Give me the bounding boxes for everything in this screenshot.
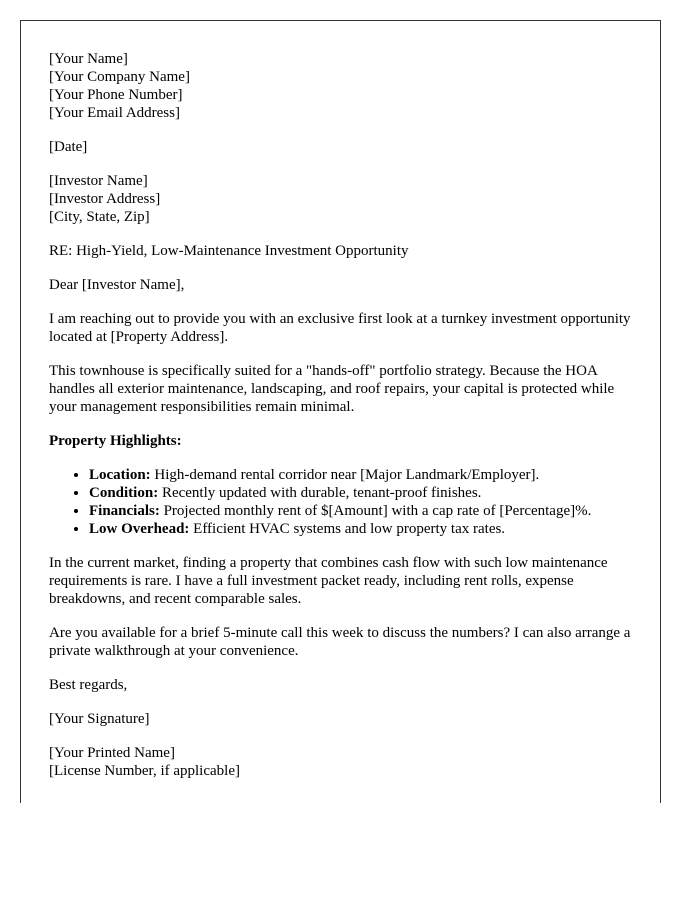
market-paragraph: In the current market, finding a property that combines cash flow with such low maintenance requirements is rare. I have a full investment packet ready, including rent rolls, expense breakdowns, and recent comparable sales. bbox=[49, 555, 608, 607]
list-item bbox=[89, 484, 632, 502]
item-label: Low Overhead: bbox=[89, 521, 190, 537]
recipient-city: [City, State, Zip] bbox=[49, 209, 150, 225]
date: [Date] bbox=[49, 139, 88, 155]
item-label: Location: bbox=[89, 467, 151, 483]
letter-page bbox=[20, 20, 661, 803]
recipient-block bbox=[49, 172, 632, 226]
list-item bbox=[89, 502, 632, 520]
highlights-list bbox=[49, 466, 632, 538]
recipient-name: [Investor Name] bbox=[49, 173, 148, 189]
salutation: Dear [Investor Name], bbox=[49, 277, 185, 293]
intro-paragraph: I am reaching out to provide you with an exclusive first look at a turnkey investment opportunity located at [Property Address]. bbox=[49, 311, 631, 345]
call-to-action-paragraph: Are you available for a brief 5-minute call this week to discuss the numbers? I can also arrange a private walkthrough at your convenience. bbox=[49, 625, 631, 659]
subject-line: RE: High-Yield, Low-Maintenance Investment Opportunity bbox=[49, 243, 409, 259]
signoff: Best regards, bbox=[49, 677, 128, 693]
item-label: Financials: bbox=[89, 503, 160, 519]
list-item bbox=[89, 466, 632, 484]
item-label: Condition: bbox=[89, 485, 159, 501]
letter-body bbox=[21, 21, 660, 780]
sender-phone: [Your Phone Number] bbox=[49, 87, 183, 103]
recipient-address: [Investor Address] bbox=[49, 191, 161, 207]
sender-name: [Your Name] bbox=[49, 51, 128, 67]
item-text: Projected monthly rent of $[Amount] with a cap rate of [Percentage]%. bbox=[159, 503, 592, 519]
item-text: Recently updated with durable, tenant-proof finishes. bbox=[158, 485, 482, 501]
sender-block bbox=[49, 50, 632, 122]
list-item bbox=[89, 520, 632, 538]
sender-company: [Your Company Name] bbox=[49, 69, 190, 85]
signature: [Your Signature] bbox=[49, 711, 150, 727]
printed-block bbox=[49, 744, 632, 780]
item-text: Efficient HVAC systems and low property tax rates. bbox=[189, 521, 506, 537]
highlights-heading bbox=[49, 432, 632, 450]
item-text: High-demand rental corridor near [Major Landmark/Employer]. bbox=[150, 467, 540, 483]
license-number: [License Number, if applicable] bbox=[49, 763, 240, 779]
printed-name: [Your Printed Name] bbox=[49, 745, 175, 761]
strategy-paragraph: This townhouse is specifically suited for a "hands-off" portfolio strategy. Because the HOA handles all exterior maintenance, landscaping, and roof repairs, your capital is protected while your management responsibilities remain minimal. bbox=[49, 363, 615, 415]
sender-email: [Your Email Address] bbox=[49, 105, 180, 121]
highlights-heading-text: Property Highlights: bbox=[49, 433, 182, 449]
